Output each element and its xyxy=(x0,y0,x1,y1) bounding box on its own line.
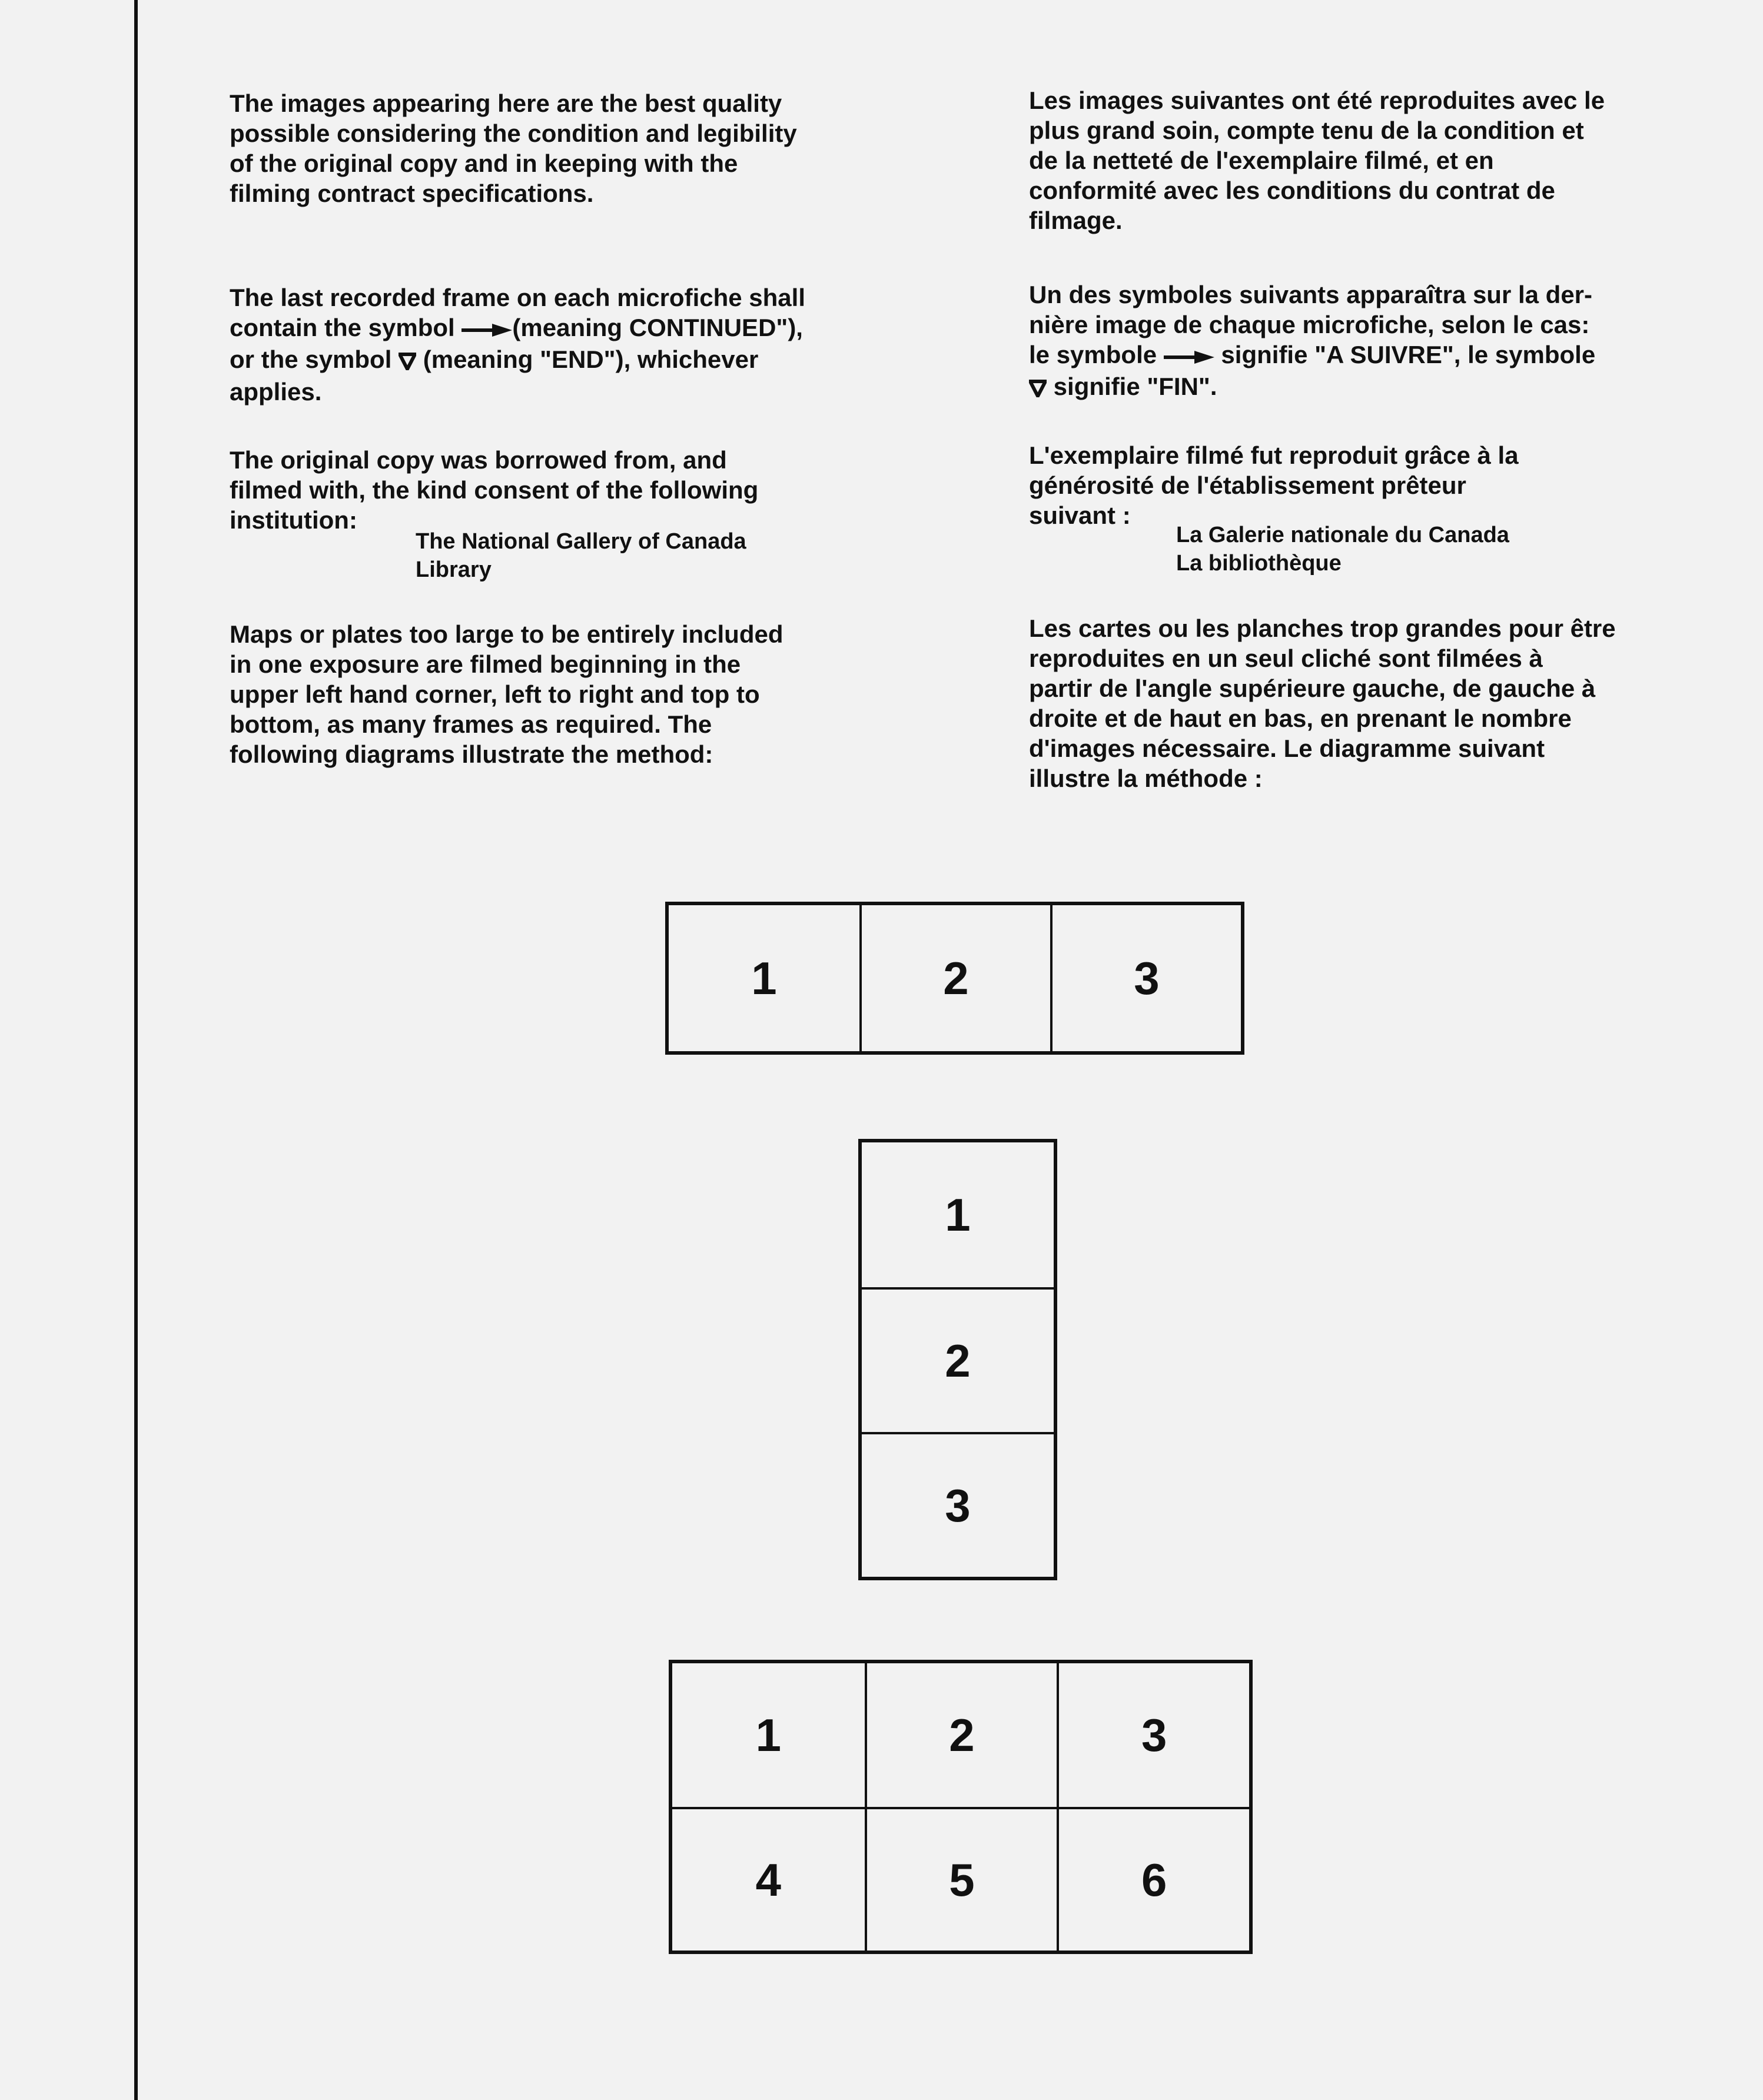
frame-cell: 2 xyxy=(865,1663,1057,1807)
frame-cell: 3 xyxy=(1057,1663,1249,1807)
english-paragraph-source: The original copy was borrowed from, and filmed with, the kind consent of the following institution: xyxy=(230,446,759,534)
english-paragraph-maps: Maps or plates too large to be entirely included in one exposure are filmed beginning in the upper left hand corner, left to right and top to bottom, as many frames as required. The following diagrams illustrate the method: xyxy=(230,620,783,768)
triangle-down-icon xyxy=(1029,374,1047,404)
frame-cell: 1 xyxy=(945,1188,971,1241)
page-left-border xyxy=(134,0,138,2100)
french-symbols-text-c: signifie "FIN". xyxy=(1047,373,1217,401)
triangle-down-icon xyxy=(399,347,416,377)
french-paragraph-quality: Les images suivantes ont été reproduites avec le plus grand soin, compte tenu de la condition et de la netteté de l'exemplaire filmé, et en conformité avec les conditions du contrat de filmage. xyxy=(1029,87,1605,234)
french-symbols-text-a: Un des symboles suivants apparaîtra sur la der- nière image de chaque microfiche, selon le cas: le symbole xyxy=(1029,281,1593,368)
frame-cell: 6 xyxy=(1057,1807,1249,1951)
french-symbols-text-b: signifie "A SUIVRE", le symbole xyxy=(1221,341,1596,368)
english-symbols-text-c: (meaning "END"), whichever applies. xyxy=(230,345,759,406)
english-institution-name: The National Gallery of Canada Library xyxy=(416,529,746,582)
frame-cell: 1 xyxy=(751,952,777,1004)
french-paragraph-symbols xyxy=(1029,280,1718,404)
frame-cell: 4 xyxy=(672,1807,865,1951)
english-symbols-text-a: The last recorded frame on each microfiche shall contain the symbol xyxy=(230,284,805,341)
french-institution-name: La Galerie nationale du Canada La bibliothèque xyxy=(1176,523,1509,576)
english-paragraph-symbols xyxy=(230,283,918,407)
arrow-right-icon xyxy=(461,314,512,344)
frame-cell: 5 xyxy=(865,1807,1057,1951)
frame-cell: 2 xyxy=(859,905,1050,1051)
french-paragraph-source: L'exemplaire filmé fut reproduit grâce à la générosité de l'établissement prêteur suivant : xyxy=(1029,441,1519,529)
diagram-horizontal-strip xyxy=(665,902,1244,1055)
diagram-grid xyxy=(669,1660,1253,1954)
frame-cell: 3 xyxy=(862,1432,1054,1577)
arrow-right-icon xyxy=(1164,341,1214,371)
english-paragraph-quality: The images appearing here are the best quality possible considering the condition and legibility of the original copy and in keeping with the filming contract specifications. xyxy=(230,89,797,207)
english-symbols-text-b: (meaning CONTINUED"), or the symbol xyxy=(230,314,803,374)
frame-cell: 3 xyxy=(1050,905,1241,1051)
frame-cell: 2 xyxy=(862,1287,1054,1432)
diagram-vertical-strip xyxy=(858,1139,1057,1580)
frame-cell: 1 xyxy=(755,1709,782,1761)
french-paragraph-maps: Les cartes ou les planches trop grandes pour être reproduites en un seul cliché sont filmées à partir de l'angle supérieure gauche, de gauche à droite et de haut en bas, en prenant le nombre d'images nécessaire. Le diagramme suivant illustre la méthode : xyxy=(1029,614,1616,792)
